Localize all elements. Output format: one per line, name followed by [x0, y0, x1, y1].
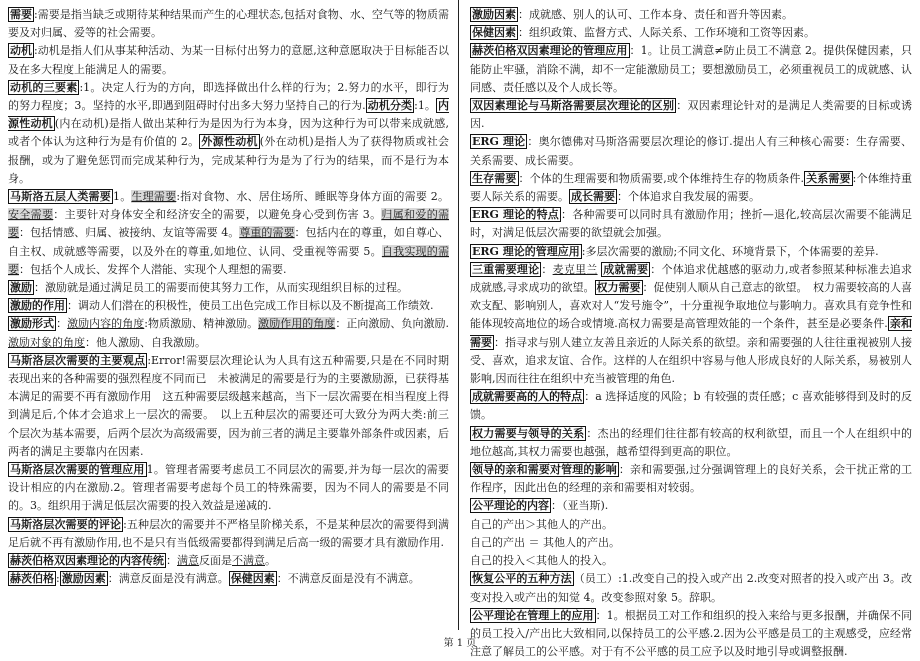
term-label: 权力需要与领导的关系 — [472, 426, 585, 440]
page-footer: 第 1 页 — [443, 638, 477, 649]
text-run: : — [56, 572, 60, 586]
text-run: :Error!需要层次理论认为人具有这五种需要,只是在不同时期表现出来的各种需要的强烈程度不同而已 未被满足的需要是行为的主要激励源，已获得基本满足的需要不再有激励作用 这五种需要层级越来越高，当下一层次需要在相当程度上得到满足后,个体才会追求上一层次的需要。 以上五种层次的需要还可大致分为两大类:前三个层次为基本需要，后两个层次为高级需要，因为前三者的满足主要靠外部条件或因素，后两者的满足主要靠内在因素. — [8, 353, 449, 458]
paragraph — [8, 297, 449, 315]
term-label: 赫茨伯格 — [10, 572, 54, 586]
text-run: ：他人激励、自我激励。 — [85, 335, 206, 349]
term-label: 马斯洛层次需要的评论 — [10, 517, 122, 531]
text-run: 激励内容的角度 — [67, 317, 145, 331]
term-label: 内源性动机 — [8, 99, 449, 131]
text-run: 1。管理者需要考虑员工不同层次的需要,并为每一层次的需要设计相应的内在激励.2。管理者需要考虑每个员工的特殊需要，因为不同人的需要是不同的。3。组织用于满足低层次需要的投入效益是递减的. — [8, 463, 450, 513]
paragraph — [8, 279, 449, 297]
text-run: 麦克里兰 — [552, 262, 598, 276]
text-run: 归属和爱的需要 — [8, 208, 450, 240]
right-column — [470, 6, 912, 661]
term-label: 动机 — [10, 44, 33, 58]
text-run: ：组织政策、监督方式、人际关系、工作环境和工资等因素。 — [518, 26, 815, 40]
paragraph — [8, 570, 449, 588]
paragraph — [470, 461, 912, 497]
term-label: 激励 — [10, 281, 32, 295]
text-run: :1。 — [414, 99, 436, 113]
term-label: 三重需要理论 — [472, 262, 540, 276]
term-label: 成长需要 — [571, 190, 615, 204]
text-run: 自己的投入＜其他人的投入。 — [470, 554, 613, 568]
term-label: 激励的作用 — [10, 299, 65, 313]
text-run: ：个体追求优越感的驱动力,或者参照某种标准去追求成就感,寻求成功的欲望。 — [470, 262, 913, 295]
paragraph — [8, 6, 449, 42]
text-run: ：指寻求与别人建立友善且亲近的人际关系的欲望。亲和需要强的人往往重视被别人接受、喜欢，追求友谊、合作。这样的人在组织中容易与他人形成良好的人际关系，易被别人影响,因而往往在组织中充当被管理的角色. — [470, 335, 912, 386]
term-label: ERG 理论的特点 — [472, 208, 560, 222]
term-label: 成就需要高的人的特点 — [472, 390, 583, 404]
text-run: ：（亚当斯). — [551, 499, 609, 513]
term-label: 双因素理论与马斯洛需要层次理论的区别 — [472, 99, 675, 113]
text-run: ：1。根据员工对工作和组织的投入来给与更多报酬，并确保不同的员工投入/产出比大致相同,以保持员工的公平感.2.因为公平感是员工的主观感受，应经常注意了解员工的公平感。对于有不公平感的员工应予以及时地引导或调整报酬. — [470, 608, 913, 659]
text-run: 激励作用的角度 — [258, 317, 336, 331]
term-label: 关系需要 — [805, 171, 851, 185]
term-label: ERG 理论的管理应用 — [472, 244, 580, 258]
term-label: 生存需要 — [472, 171, 517, 185]
term-label: 领导的亲和需要对管理的影响 — [472, 463, 617, 477]
term-label: 马斯洛层次需要的主要观点 — [10, 353, 146, 367]
text-run: 自己的产出 ＝ 其他人的产出。 — [470, 535, 620, 549]
paragraph — [470, 133, 912, 169]
text-run: ：各种需要可以同时具有激励作用；挫折—退化,较高层次需要不能满足时，对满足低层次需要的欲望就会加强。 — [470, 208, 913, 240]
term-label: 保健因素 — [230, 572, 275, 586]
paragraph — [8, 188, 449, 279]
text-run: ：包括个人成长、发挥个人潜能、实现个人理想的需要. — [19, 262, 287, 276]
left-column — [8, 6, 449, 589]
text-run: :动机是指人们从事某种活动、为某一目标付出努力的意愿,这种意愿取决于目标能否以及在多大程度上能满足人的需要。 — [8, 44, 450, 76]
text-run: 生理需要 — [131, 190, 177, 204]
text-run: 尊重的需要 — [239, 226, 295, 240]
text-run: ：主要针对身体安全和经济安全的需要，以避免身心受到伤害 3。 — [53, 208, 382, 222]
paragraph — [470, 170, 912, 206]
paragraph — [8, 461, 449, 516]
term-label: 需要 — [10, 8, 33, 21]
text-run: :多层次需要的激励;不同文化、环境背景下，个体需要的差异. — [581, 244, 879, 258]
text-run: :需要是指当缺乏或期待某种结果而产生的心理状态,包括对食物、水、空气等的物质需要及对归属、爱等的社会需要。 — [8, 8, 450, 40]
paragraph — [470, 42, 912, 97]
term-label: 权力需要 — [596, 281, 641, 295]
text-run: ：杰出的经理们往往都有较高的权利欲望，而且一个人在组织中的地位越高,其权力需要也越强，越希望得到更高的职位。 — [470, 426, 913, 458]
term-label: 马斯洛五层人类需要 — [10, 190, 111, 204]
text-run: ： — [541, 262, 553, 276]
text-run: ：满意反面是没有满意。 — [107, 572, 229, 586]
paragraph — [470, 552, 912, 570]
text-run: (外在动机)是指人为了获得物质或社会报酬，或为了避免惩罚而完成某种行为，完成某种行为是为了行为的结果，而不是行为本身。 — [8, 135, 449, 185]
paragraph — [470, 497, 912, 515]
text-run: :指对食物、水、居住场所、睡眠等身体方面的需要 2。 — [176, 190, 450, 204]
text-run: ：1。让员工满意≠防止员工不满意 2。提供保健因素，只能防止牢骚，消除不满，却不一定能激励员工；要想激励员工，必须重视员工的成就感、认同感、责任感以及个人成长等。 — [470, 44, 912, 94]
paragraph — [470, 261, 912, 388]
paragraph — [8, 516, 449, 552]
text-run: 。 — [265, 554, 276, 568]
text-run: ：a 选择适度的风险；b 有较强的责任感；c 喜欢能够得到及时的反馈。 — [470, 390, 912, 422]
paragraph — [8, 315, 449, 351]
text-run: ：不满意反面是没有不满意。 — [276, 572, 420, 586]
paragraph — [470, 206, 912, 242]
term-label: 保健因素 — [472, 26, 516, 40]
text-run: :五种层次的需要并不严格呈阶梯关系，不是某种层次的需要得到满足后就不再有激励作用,也不是只有当低级需要都得到满足后高一级的需要才具有激励作用. — [8, 517, 449, 549]
term-label: 恢复公平的五种方法 — [472, 572, 572, 586]
paragraph — [8, 352, 449, 461]
text-run: ：激励就是通过满足员工的需要而使其努力工作，从而实现组织目标的过程。 — [34, 281, 408, 295]
text-run: ：促使别人顺从自己意志的欲望。 权力需要较高的人喜欢支配、影响别人，喜欢对人“发号施令”，十分重视争取地位与影响力。喜欢具有竞争性和能体现较高地位的场合或情境.高权力需要是高管理效能的一个条件，甚至是必要条件. — [470, 281, 912, 331]
term-label: 公平理论在管理上的应用 — [472, 608, 594, 622]
paragraph — [8, 79, 449, 188]
text-run: ：包括内在的尊重，如自尊心、自主权、成就感等需要，以及外在的尊重,如地位、认同、受重视等需要 5。 — [8, 226, 450, 258]
text-run: ：亲和需要强,过分强调管理上的良好关系，会干扰正常的工作程序，因此出色的经理的亲和需要相对较弱。 — [470, 463, 913, 495]
term-label: 动机的三要素 — [10, 80, 78, 94]
paragraph — [470, 97, 912, 133]
text-run: ：个体的生理需要和物质需要,或个体维持生存的物质条件. — [518, 171, 804, 185]
text-run: 不满意 — [232, 554, 265, 568]
paragraph — [470, 570, 912, 606]
text-run: ：成就感、别人的认可、工作本身、责任和晋升等因素。 — [518, 8, 793, 21]
term-label: 动机分类 — [367, 99, 413, 113]
text-run: ：正向激励、负向激励. — [335, 317, 450, 331]
paragraph — [470, 534, 912, 552]
text-run: 自己的产出＞其他人的产出。 — [470, 517, 613, 531]
text-run: ：调动人们潜在的积极性，使员工出色完成工作目标以及不断提高工作绩效. — [67, 299, 434, 313]
text-run: (内在动机)是指人做出某种行为是因为行为本身，因为这种行为可以带来成就感,或者个体认为这种行为是有价值的 2。 — [8, 117, 450, 149]
text-run: :物质激励、精神激励。 — [144, 317, 259, 331]
paragraph — [470, 243, 912, 261]
term-label: 激励因素 — [472, 8, 516, 21]
term-label: 激励因素 — [61, 572, 106, 586]
text-run: 满意 — [177, 554, 199, 568]
paragraph — [470, 425, 912, 461]
text-run: ：个体追求自我发展的需要。 — [617, 190, 760, 204]
paragraph — [470, 24, 912, 42]
text-run: :1。决定人行为的方向，即选择做出什么样的行为；2.努力的水平，即行为的努力程度；3。坚持的水平,即遇到阻碍时付出多大努力坚持自己的行为. — [8, 80, 450, 113]
text-run: ：双因素理论针对的是满足人类需要的目标或诱因. — [470, 99, 913, 131]
column-divider — [458, 0, 459, 630]
text-run: 安全需要 — [8, 208, 54, 222]
text-run: ： — [166, 554, 177, 568]
text-run: （员工）:1.改变自己的投入或产出 2.改变对照者的投入或产出 3。改变对投入或产出的知觉 4。改变参照对象 5。辞职。 — [470, 572, 913, 604]
text-run: ：包括情感、归属、被接纳、友谊等需要 4。 — [19, 226, 240, 240]
paragraph — [470, 6, 912, 24]
term-label: 赫茨伯格双因素理论的管理应用 — [472, 44, 628, 58]
text-run: 自我实现的需要 — [8, 244, 449, 276]
text-run: 激励对象的角度 — [8, 335, 85, 349]
text-run: :个体维持重要人际关系的需要。 — [470, 171, 913, 204]
text-run: ： — [56, 317, 68, 331]
term-label: 外源性动机 — [201, 135, 258, 149]
term-label: 激励形式 — [10, 317, 55, 331]
paragraph — [470, 388, 912, 424]
text-run: 1。 — [112, 190, 132, 204]
text-run: 反面是 — [199, 554, 232, 568]
term-label: 成就需要 — [603, 262, 649, 276]
term-label: 亲和需要 — [470, 317, 912, 349]
term-label: 马斯洛层次需要的管理应用 — [10, 463, 145, 477]
term-label: 赫茨伯格双因素理论的内容传统 — [10, 554, 164, 568]
term-label: 公平理论的内容 — [472, 499, 549, 513]
paragraph — [8, 552, 449, 570]
paragraph — [8, 42, 449, 78]
text-run: ：奥尔德佛对马斯洛需要层次理论的修订.提出人有三种核心需要：生存需要、关系需要、成长需要。 — [470, 135, 913, 167]
term-label: ERG 理论 — [472, 135, 526, 149]
paragraph — [470, 516, 912, 534]
